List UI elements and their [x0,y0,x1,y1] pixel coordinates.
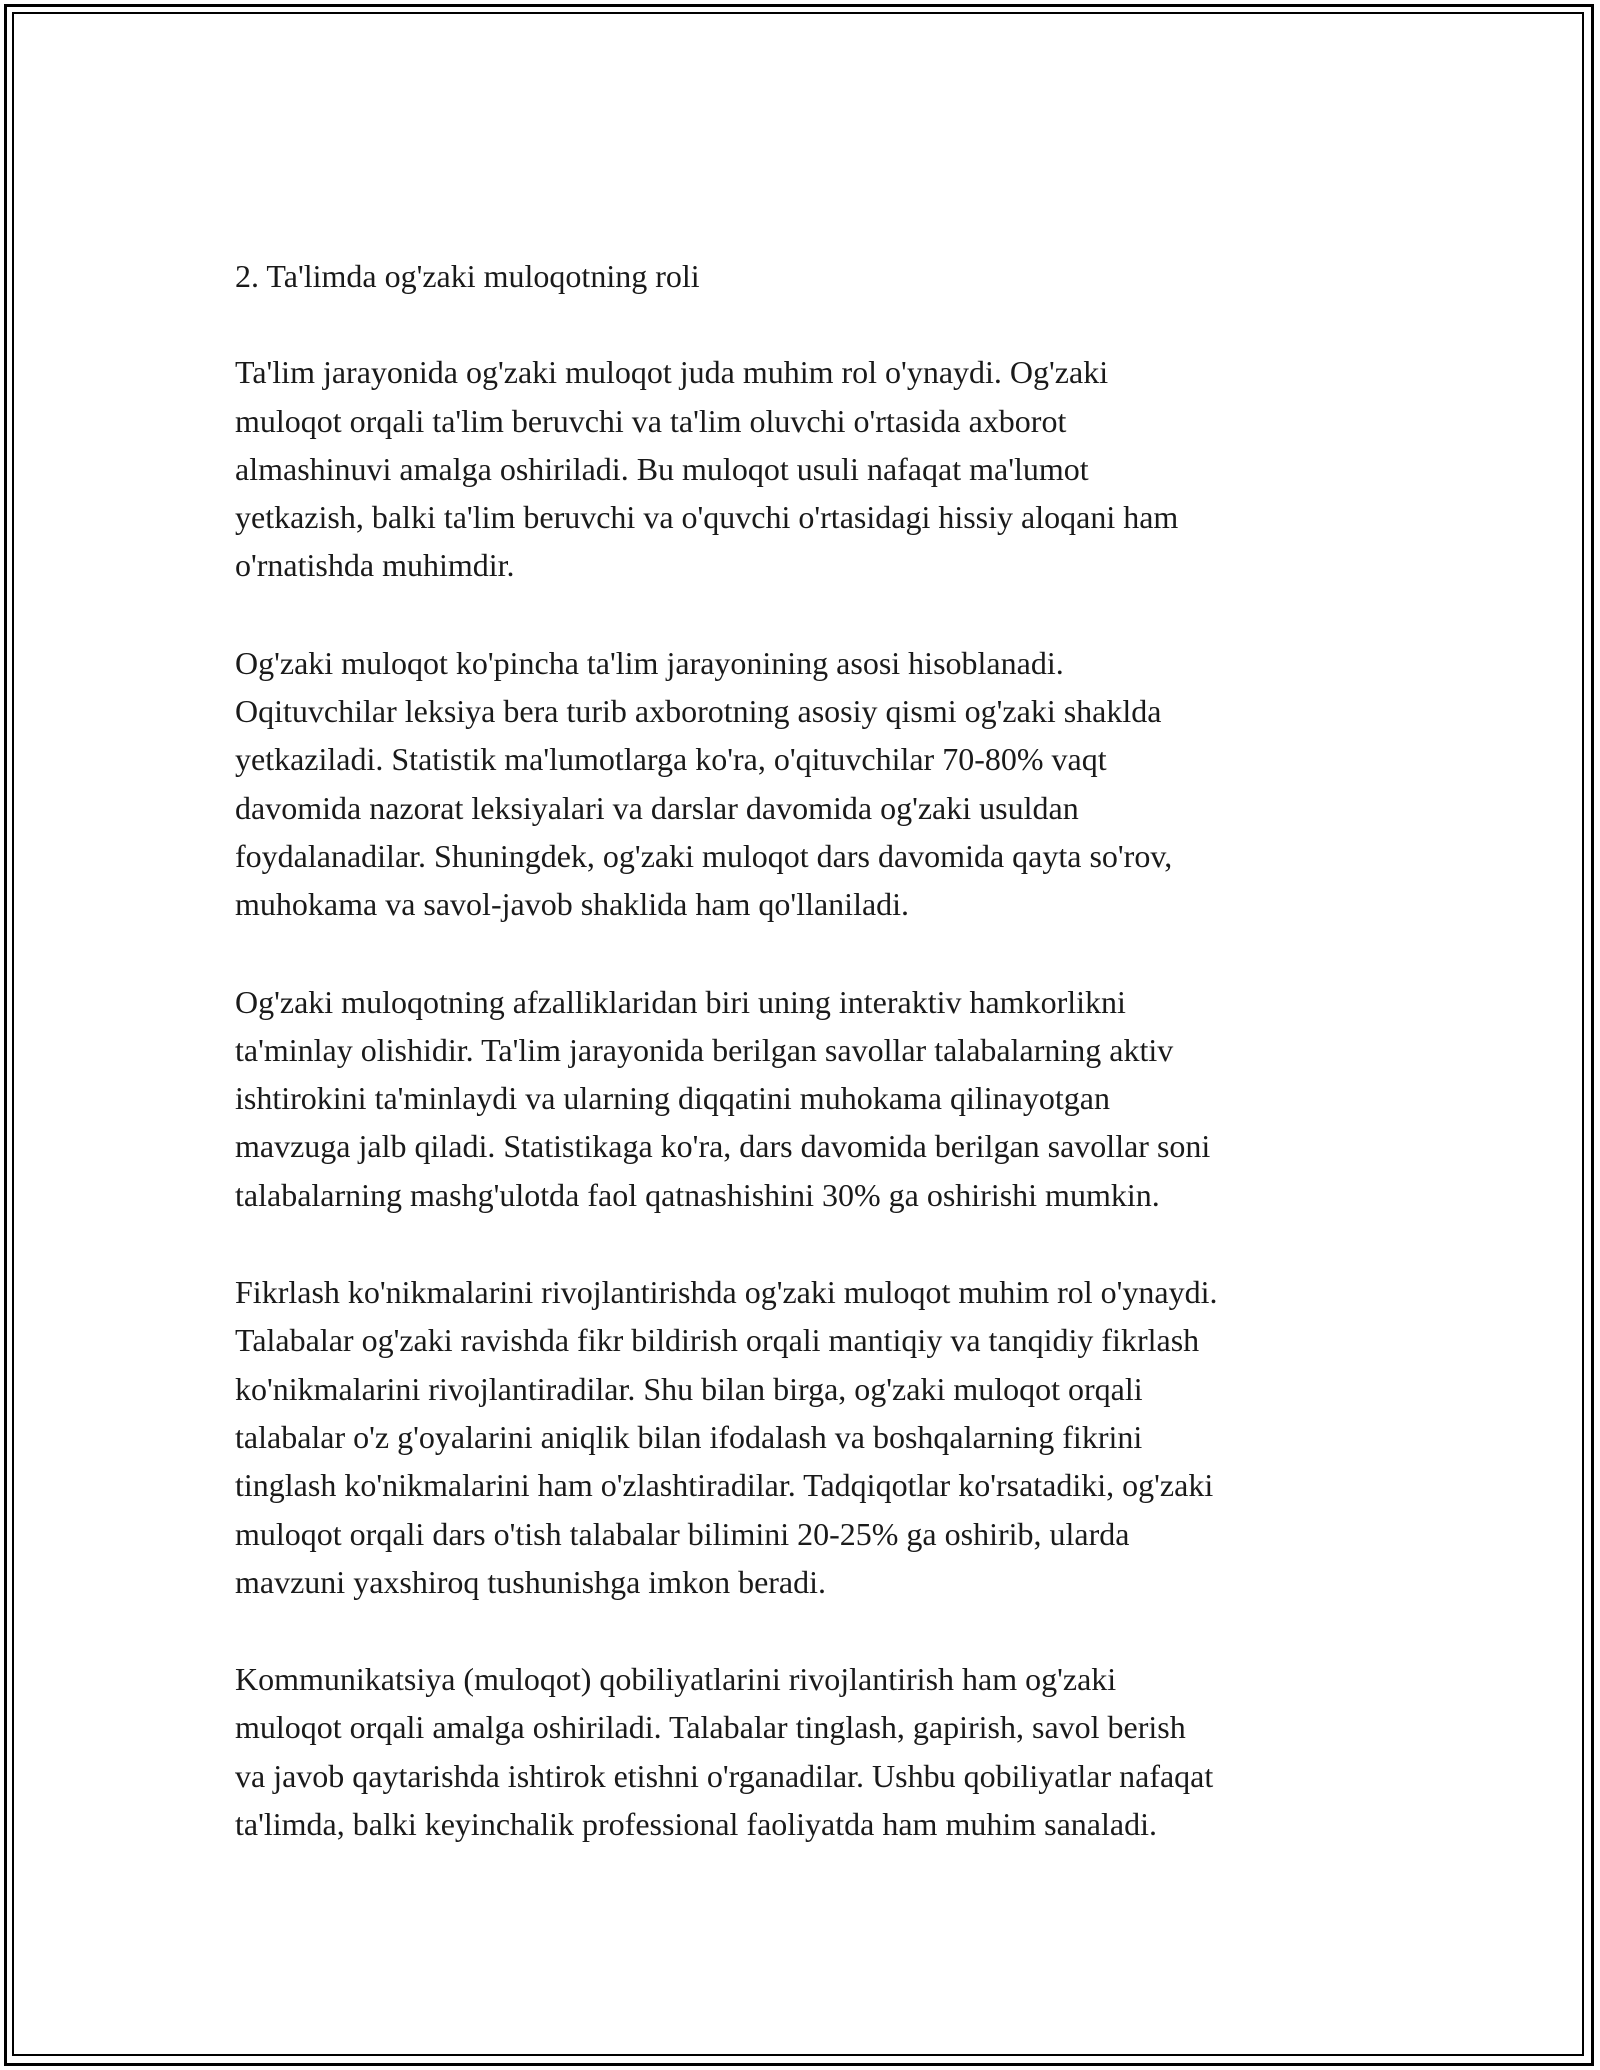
text-line: Og'zaki muloqot ko'pincha ta'lim jarayonining asosi hisoblanadi. [235,644,1064,681]
text-line: tinglash ko'nikmalarini ham o'zlashtiradilar. Tadqiqotlar ko'rsatadiki, og'zaki [235,1467,1214,1504]
section-heading: 2. Ta'limda og'zaki muloqotning roli [235,258,700,294]
text-line: ko'nikmalarini rivojlantiradilar. Shu bilan birga, og'zaki muloqot orqali [235,1370,1143,1407]
text-line: muloqot orqali amalga oshiriladi. Talabalar tinglash, gapirish, savol berish [235,1709,1186,1746]
text-line: Kommunikatsiya (muloqot) qobiliyatlarini rivojlantirish ham og'zaki [235,1661,1117,1698]
text-line: Og'zaki muloqotning afzalliklaridan biri uning interaktiv hamkorlikni [235,983,1126,1020]
text-line: muloqot orqali ta'lim beruvchi va ta'lim oluvchi o'rtasida axborot [235,402,1067,439]
text-line: mavzuga jalb qiladi. Statistikaga ko'ra, dars davomida berilgan savollar soni [235,1128,1211,1165]
paragraph [235,978,1385,1219]
text-line: muloqot orqali dars o'tish talabalar bilimini 20-25% ga oshirib, ularda [235,1515,1130,1552]
text-line: va javob qaytarishda ishtirok etishni o'rganadilar. Ushbu qobiliyatlar nafaqat [235,1757,1214,1794]
text-line: muhokama va savol-javob shaklida ham qo'llaniladi. [235,886,910,923]
text-line: talabalar o'z g'oyalarini aniqlik bilan ifodalash va boshqalarning fikrini [235,1418,1143,1455]
paragraph [235,1268,1385,1606]
paragraph [235,639,1385,929]
text-line: yetkaziladi. Statistik ma'lumotlarga ko'ra, o'qituvchilar 70-80% vaqt [235,741,1107,778]
text-line: foydalanadilar. Shuningdek, og'zaki muloqot dars davomida qayta so'rov, [235,837,1173,874]
text-line: mavzuni yaxshiroq tushunishga imkon beradi. [235,1563,827,1600]
text-line: Talabalar og'zaki ravishda fikr bildirish orqali mantiqiy va tanqidiy fikrlash [235,1322,1200,1359]
text-line: Fikrlash ko'nikmalarini rivojlantirishda og'zaki muloqot muhim rol o'ynaydi. [235,1274,1218,1311]
text-line: ishtirokini ta'minlaydi va ularning diqqatini muhokama qilinayotgan [235,1080,1110,1117]
text-line: ta'minlay olishidir. Ta'lim jarayonida berilgan savollar talabalarning aktiv [235,1031,1174,1068]
text-line: Oqituvchilar leksiya bera turib axborotning asosiy qismi og'zaki shaklda [235,693,1162,730]
text-line: davomida nazorat leksiyalari va darslar davomida og'zaki usuldan [235,789,1079,826]
text-line: yetkazish, balki ta'lim beruvchi va o'quvchi o'rtasidagi hissiy aloqani ham [235,499,1179,536]
text-line: o'rnatishda muhimdir. [235,547,515,584]
text-line: talabalarning mashg'ulotda faol qatnashishini 30% ga oshirishi mumkin. [235,1176,1160,1213]
text-line: ta'limda, balki keyinchalik professional faoliyatda ham muhim sanaladi. [235,1806,1157,1843]
text-line: Ta'lim jarayonida og'zaki muloqot juda muhim rol o'ynaydi. Og'zaki [235,354,1109,391]
paragraph [235,348,1385,589]
text-line: almashinuvi amalga oshiriladi. Bu muloqot usuli nafaqat ma'lumot [235,450,1089,487]
paragraph [235,1655,1385,1848]
document-body [235,252,1385,1848]
